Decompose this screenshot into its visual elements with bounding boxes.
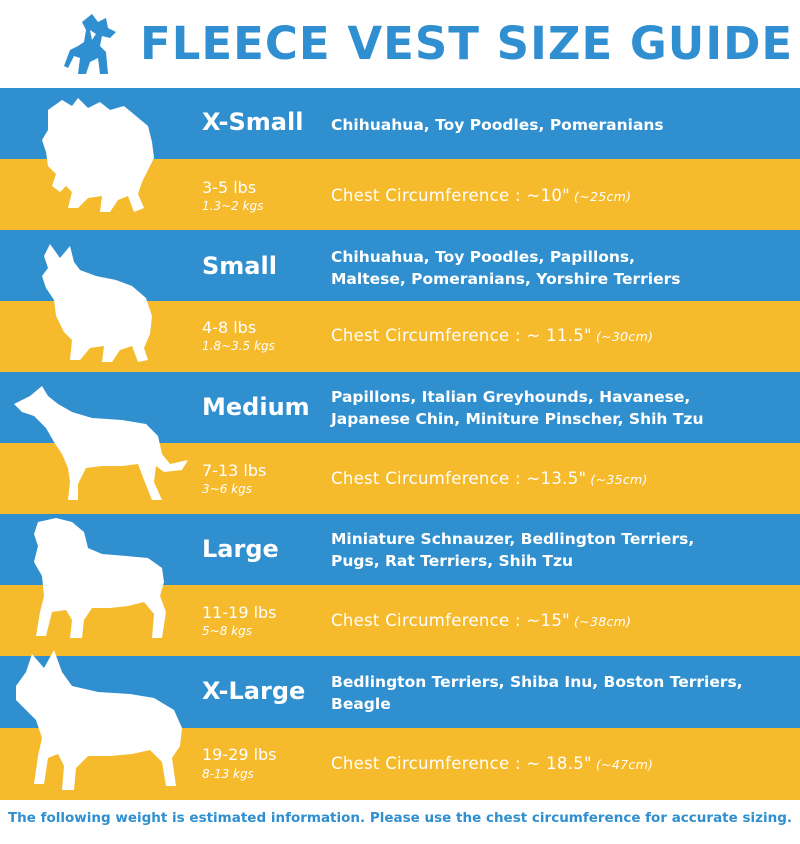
breed-list [331, 528, 694, 572]
weight-kgs: 8-13 kgs [202, 767, 254, 781]
weight-kgs: 5~8 kgs [202, 624, 252, 638]
chest-cm: (~47cm) [595, 757, 654, 772]
size-name: Small [202, 252, 277, 280]
weight-kgs: 1.8~3.5 kgs [202, 339, 275, 353]
weight-lbs: 19-29 lbs [202, 745, 277, 764]
chest-cm: (~35cm) [590, 472, 648, 487]
chest-label: Chest Circumference : ~ 18.5" [331, 754, 592, 773]
chest-circumference [331, 326, 653, 345]
breed-list [331, 386, 703, 430]
weight-kgs: 3~6 kgs [202, 482, 252, 496]
breed-line: Beagle [331, 695, 391, 713]
chest-cm: (~38cm) [574, 614, 632, 629]
chest-circumference [331, 754, 653, 773]
chest-label: Chest Circumference : ~15" [331, 611, 571, 630]
weight-lbs: 4-8 lbs [202, 318, 257, 337]
chest-circumference [331, 469, 648, 488]
weight-kgs: 1.3~2 kgs [202, 199, 264, 213]
size-name: Medium [202, 393, 310, 421]
shepherd-silhouette-icon [30, 516, 170, 644]
breed-line: Miniature Schnauzer, Bedlington Terriers, [331, 530, 695, 548]
size-name: X-Large [202, 677, 306, 705]
weight-lbs: 3-5 lbs [202, 178, 257, 197]
pomeranian-silhouette-icon [38, 96, 158, 222]
weight-lbs: 7-13 lbs [202, 461, 267, 480]
greyhound-silhouette-icon [12, 382, 192, 504]
page-title: FLEECE VEST SIZE GUIDE [140, 17, 794, 70]
chest-cm: (~25cm) [574, 189, 632, 204]
breed-line: Pugs, Rat Terriers, Shih Tzu [331, 552, 574, 570]
size-name: Large [202, 535, 279, 563]
size-name: X-Small [202, 108, 304, 136]
chest-label: Chest Circumference : ~ 11.5" [331, 326, 592, 345]
breed-line: Japanese Chin, Miniture Pinscher, Shih Tzu [331, 410, 704, 428]
breed-line: Papillons, Italian Greyhounds, Havanese, [331, 388, 691, 406]
footer-note: The following weight is estimated information. Please use the chest circumference for accurate sizing. [7, 810, 793, 826]
dog-icon [62, 12, 122, 78]
papillon-silhouette-icon [36, 240, 160, 368]
chest-circumference [331, 186, 631, 205]
boston-terrier-silhouette-icon [12, 646, 198, 796]
breed-line: Bedlington Terriers, Shiba Inu, Boston Terriers, [331, 673, 743, 691]
breed-line: Chihuahua, Toy Poodles, Papillons, [331, 248, 636, 266]
header [0, 0, 800, 88]
breed-line: Chihuahua, Toy Poodles, Pomeranians [331, 116, 664, 134]
chest-cm: (~30cm) [595, 329, 654, 344]
breed-list [331, 671, 743, 715]
breed-list [331, 114, 664, 136]
chest-label: Chest Circumference : ~13.5" [331, 469, 587, 488]
breed-list [331, 246, 681, 290]
chest-label: Chest Circumference : ~10" [331, 186, 571, 205]
chest-circumference [331, 611, 631, 630]
weight-lbs: 11-19 lbs [202, 603, 277, 622]
breed-line: Maltese, Pomeranians, Yorshire Terriers [331, 270, 681, 288]
